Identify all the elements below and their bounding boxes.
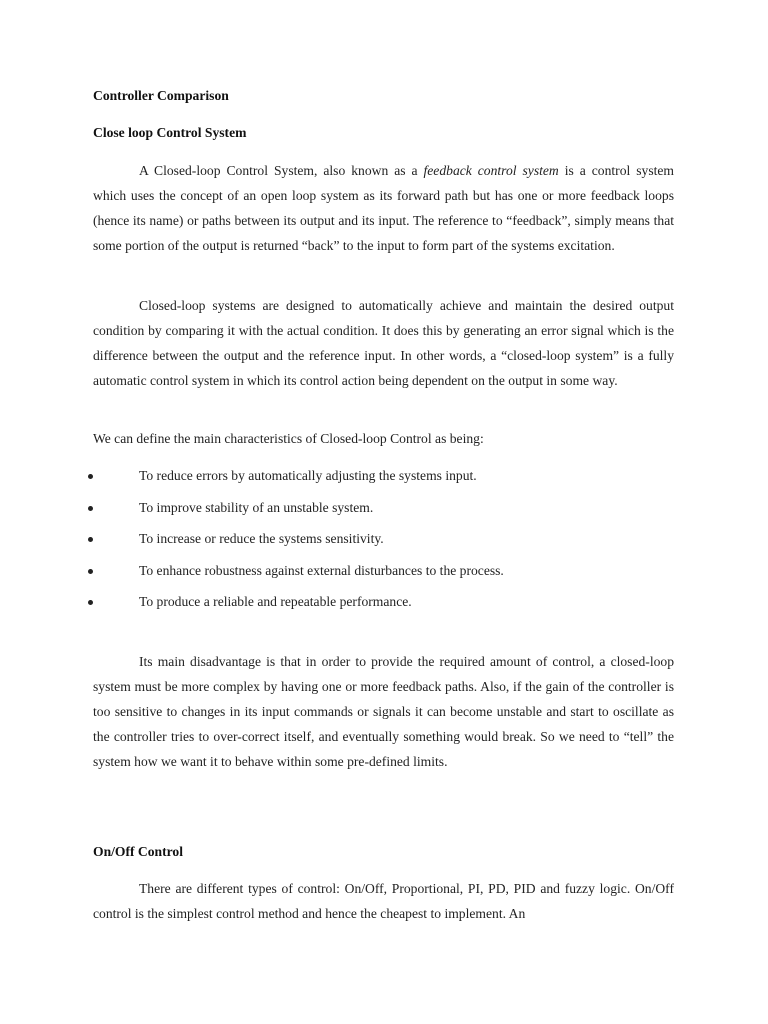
list-item-text: To reduce errors by automatically adjusting the systems input. xyxy=(139,468,477,483)
bullet-icon xyxy=(88,600,93,605)
emphasis-text: feedback control system xyxy=(423,163,559,178)
list-item-text: To improve stability of an unstable system. xyxy=(139,499,374,515)
paragraph-closed-loop-intro xyxy=(93,158,674,258)
document-title: Controller Comparison xyxy=(93,88,229,103)
bullet-icon xyxy=(88,537,93,542)
bullet-icon xyxy=(88,569,93,574)
paragraph-closed-loop-design xyxy=(93,293,674,393)
paragraph-characteristics-intro: We can define the main characteristics of Closed-loop Control as being: xyxy=(93,431,484,446)
section-heading-closed-loop: Close loop Control System xyxy=(93,125,247,140)
paragraph-text: There are different types of control: On/Off, Proportional, PI, PD, PID and fuzzy logic. On/Off control is the simplest control method and hence the cheapest to implement. An xyxy=(93,881,674,921)
section-heading-on-off: On/Off Control xyxy=(93,844,183,859)
paragraph-text: Its main disadvantage is that in order to provide the required amount of control, a closed-loop system must be more complex by having one or more feedback paths. Also, if the gain of the controller is too sensitive to changes in its input commands or signals it can become unstable and start to oscillate as the controller tries to over-correct itself, and eventually something would break. So we need to “tell” the system how we want it to behave within some pre-defined limits. xyxy=(93,654,674,769)
paragraph-disadvantage xyxy=(93,649,674,774)
bullet-icon xyxy=(88,506,93,511)
paragraph-text: A Closed-loop Control System, also known as a xyxy=(139,163,424,178)
paragraph-text: Closed-loop systems are designed to automatically achieve and maintain the desired output condition by comparing it with the actual condition. It does this by generating an error signal which is the difference between the output and the reference input. In other words, a “closed-loop system” is a fully automatic control system in which its control action being dependent on the output in some way. xyxy=(93,298,674,388)
bullet-icon xyxy=(88,474,93,479)
list-item-text: To increase or reduce the systems sensitivity. xyxy=(139,531,384,546)
paragraph-control-types xyxy=(93,876,674,926)
paragraph-text: is a control system which uses the concept of an open loop system as its forward path but has one or more feedback loops (hence its name) or paths between its output and its input. The reference to “feedback”, simply means that some portion of the output is returned “back” to the input to form part of the systems excitation. xyxy=(93,163,674,253)
list-item-text: To enhance robustness against external disturbances to the process. xyxy=(139,562,504,578)
list-item-text: To produce a reliable and repeatable performance. xyxy=(139,594,412,609)
